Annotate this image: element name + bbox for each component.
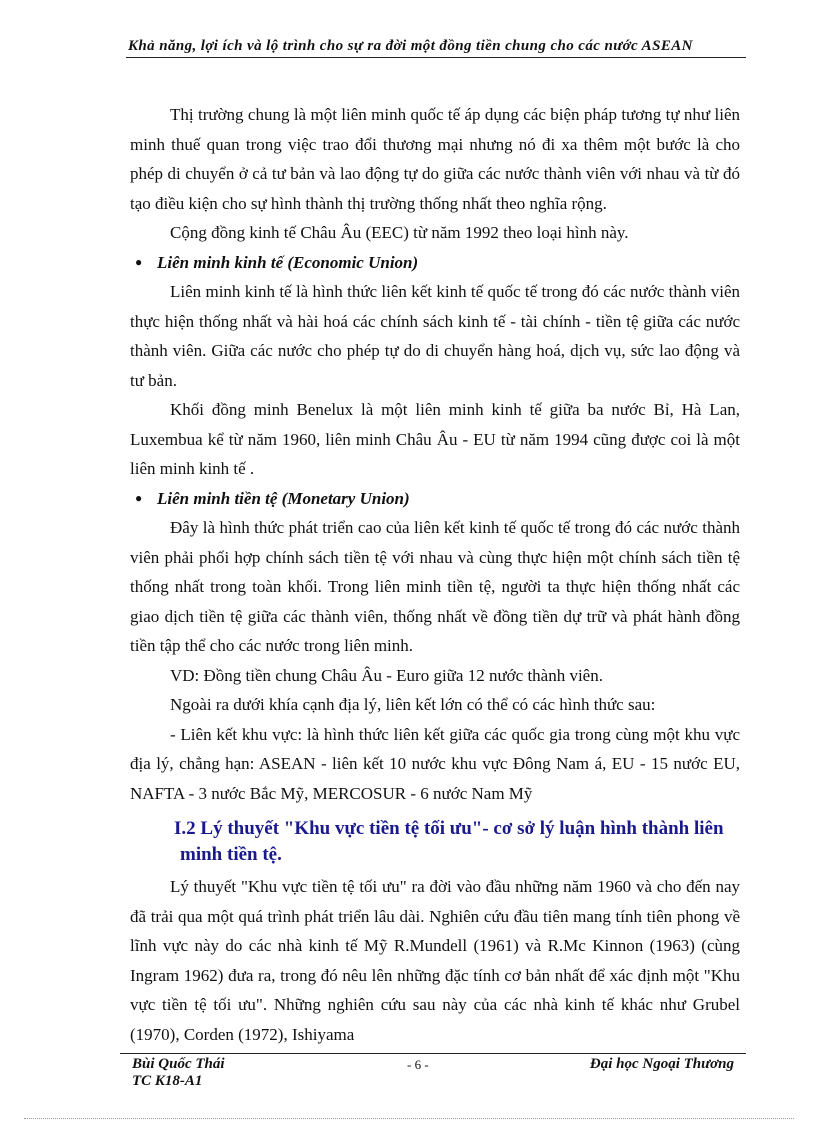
paragraph-euro-example: VD: Đồng tiền chung Châu Âu - Euro giữa 12 nước thành viên. xyxy=(170,665,603,685)
paragraph-geographic: Ngoài ra dưới khía cạnh địa lý, liên kết lớn có thể có các hình thức sau: xyxy=(170,695,656,714)
header-rule xyxy=(126,57,746,58)
section-title xyxy=(130,816,740,868)
header-title: Khả năng, lợi ích và lộ trình cho sự ra đời một đồng tiền chung cho các nước ASEAN xyxy=(128,38,693,54)
footer-author-block xyxy=(132,1056,225,1090)
paragraph-common-market: Thị trường chung là một liên minh quốc tế áp dụng các biện pháp tương tự như liên minh thuế quan trong việc trao đổi thương mại nhưng nó đi xa thêm một bước là cho phép di chuyển ở cả tư bản và lao động tự do giữa các nước thành viên với nhau và từ đó tạo điều kiện cho sự hình thành thị trường thống nhất theo nghĩa rộng. xyxy=(130,105,740,213)
footer-rule xyxy=(120,1053,746,1054)
paragraph-regional-integration: - Liên kết khu vực: là hình thức liên kết giữa các quốc gia trong cùng một khu vực địa lý, chẳng hạn: ASEAN - liên kết 10 nước khu vực Đông Nam á, EU - 15 nước EU, NAFTA - 3 nước Bắc Mỹ, MERCOSUR - 6 nước Nam Mỹ xyxy=(130,724,740,803)
bullet-heading-text: Liên minh kinh tế (Economic Union) xyxy=(157,252,419,272)
bullet-icon: ● xyxy=(135,490,143,505)
paragraph-benelux: Khối đồng minh Benelux là một liên minh kinh tế giữa ba nước Bỉ, Hà Lan, Luxembua kể từ năm 1960, liên minh Châu Âu - EU từ năm 1994 cũng được coi là một liên minh kinh tế . xyxy=(130,400,740,478)
paragraph-economic-union: Liên minh kinh tế là hình thức liên kết kinh tế quốc tế trong đó các nước thành viên thực hiện thống nhất và hài hoá các chính sách kinh tế - tài chính - tiền tệ giữa các nước thành viên. Giữa các nước cho phép tự do di chuyển hàng hoá, dịch vụ, sức lao động và tư bản. xyxy=(130,282,740,390)
paragraph-oca-theory: Lý thuyết "Khu vực tiền tệ tối ưu" ra đời vào đầu những năm 1960 và cho đến nay đã trải qua một quá trình phát triển lâu dài. Nghiên cứu đầu tiên mang tính tiên phong về lĩnh vực này do các nhà kinh tế Mỹ R.Mundell (1961) và R.Mc Kinnon (1963) (cùng Ingram 1962) đưa ra, trong đó nêu lên những đặc tính cơ bản nhất để xác định một "Khu vực tiền tệ tối ưu". Những nghiên cứu sau này của các nhà kinh tế khác như Grubel (1970), Corden (1972), Ishiyama xyxy=(130,877,740,1044)
footer-school: Đại học Ngoại Thương xyxy=(589,1056,734,1072)
footer-class-code: TC K18-A1 xyxy=(132,1073,203,1089)
section-title-line2: minh tiền tệ. xyxy=(180,844,282,865)
bullet-heading-economic-union xyxy=(130,248,740,278)
page-bottom-border xyxy=(24,1118,794,1119)
paragraph-eec: Cộng đồng kinh tế Châu Âu (EEC) từ năm 1992 theo loại hình này. xyxy=(170,223,629,242)
document-body xyxy=(130,100,740,1049)
page-number: - 6 - xyxy=(407,1057,429,1072)
bullet-heading-monetary-union xyxy=(130,484,740,514)
bullet-icon: ● xyxy=(135,254,143,269)
bullet-heading-text: Liên minh tiền tệ (Monetary Union) xyxy=(157,488,410,508)
footer-author: Bùi Quốc Thái xyxy=(132,1056,225,1072)
paragraph-monetary-union: Đây là hình thức phát triển cao của liên kết kinh tế quốc tế trong đó các nước thành viên phải phối hợp chính sách tiền tệ với nhau và cùng thực hiện một chính sách tiền tệ thống nhất trong toàn khối. Trong liên minh tiền tệ, người ta thực hiện thống nhất các giao dịch tiền tệ giữa các thành viên, thống nhất về đồng tiền dự trữ và phát hành đồng tiền tập thể cho các nước trong liên minh. xyxy=(130,518,740,655)
section-title-line1: I.2 Lý thuyết "Khu vực tiền tệ tối ưu"- cơ sở lý luận hình thành liên xyxy=(174,818,724,839)
